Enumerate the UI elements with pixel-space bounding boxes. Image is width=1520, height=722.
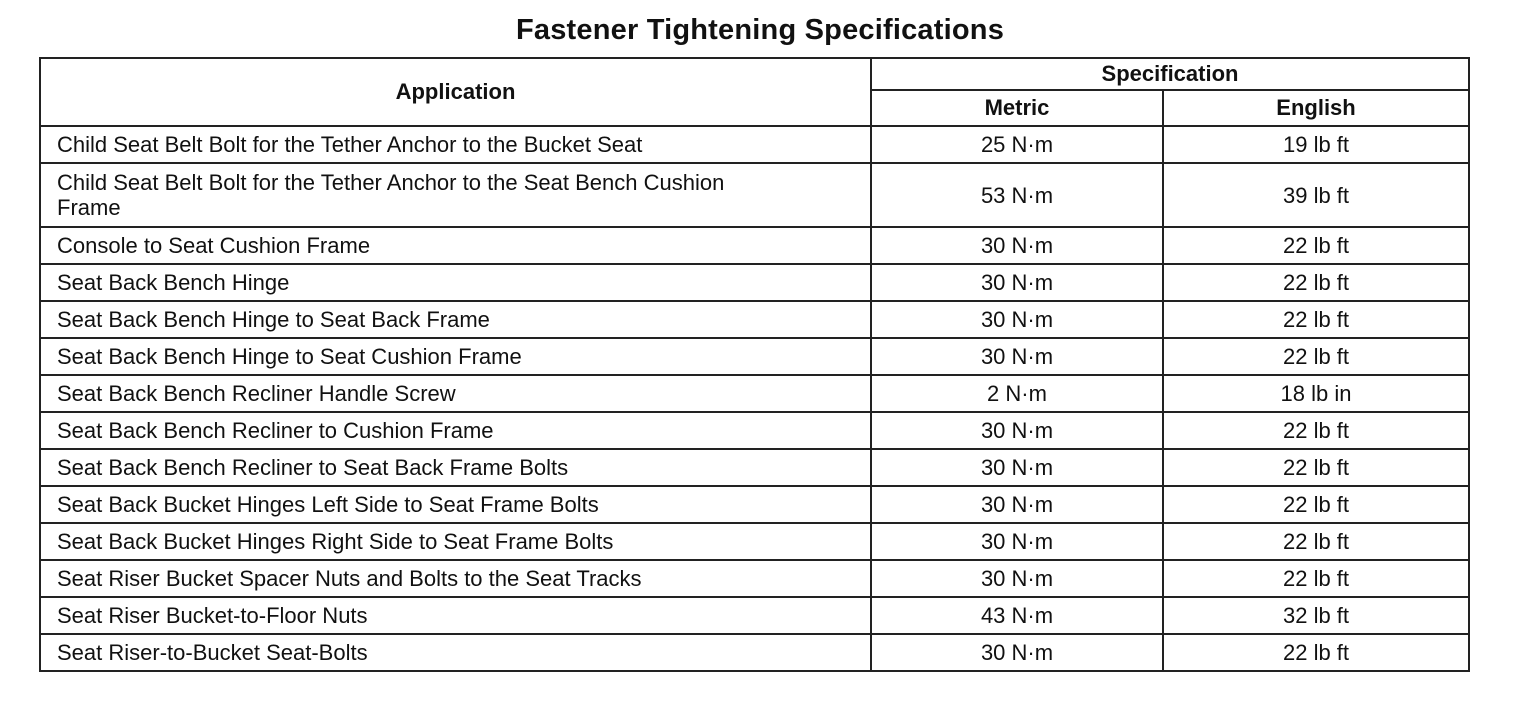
english-cell: 22 lb ft [1163,264,1469,301]
metric-cell: 30 N·m [871,412,1163,449]
english-cell: 39 lb ft [1163,163,1469,227]
english-cell: 19 lb ft [1163,126,1469,163]
application-cell: Seat Back Bench Hinge [40,264,871,301]
table-row [40,126,1469,163]
table-row [40,301,1469,338]
metric-cell: 30 N·m [871,523,1163,560]
english-cell: 22 lb ft [1163,560,1469,597]
application-cell: Seat Back Bench Recliner to Cushion Frame [40,412,871,449]
application-cell: Seat Riser-to-Bucket Seat-Bolts [40,634,871,671]
english-cell: 22 lb ft [1163,412,1469,449]
application-cell: Seat Back Bucket Hinges Right Side to Seat Frame Bolts [40,523,871,560]
metric-cell: 30 N·m [871,227,1163,264]
document-title: Fastener Tightening Specifications [515,14,1005,46]
metric-cell: 30 N·m [871,264,1163,301]
application-cell: Seat Riser Bucket-to-Floor Nuts [40,597,871,634]
metric-cell: 30 N·m [871,560,1163,597]
metric-cell: 30 N·m [871,301,1163,338]
table-row [40,412,1469,449]
table-header [40,58,1469,126]
english-cell: 22 lb ft [1163,301,1469,338]
application-cell: Seat Back Bench Hinge to Seat Back Frame [40,301,871,338]
english-cell: 22 lb ft [1163,227,1469,264]
application-cell: Seat Back Bucket Hinges Left Side to Seat Frame Bolts [40,486,871,523]
application-cell: Seat Back Bench Recliner to Seat Back Frame Bolts [40,449,871,486]
table-body [40,126,1469,671]
english-cell: 32 lb ft [1163,597,1469,634]
table-row [40,227,1469,264]
metric-cell: 30 N·m [871,338,1163,375]
header-english: English [1163,90,1469,126]
table-row [40,486,1469,523]
application-cell: Seat Back Bench Hinge to Seat Cushion Frame [40,338,871,375]
table-row [40,163,1469,227]
english-cell: 22 lb ft [1163,449,1469,486]
english-cell: 22 lb ft [1163,338,1469,375]
header-application: Application [40,58,871,126]
table-row [40,523,1469,560]
english-cell: 22 lb ft [1163,634,1469,671]
application-cell: Child Seat Belt Bolt for the Tether Anchor to the Bucket Seat [40,126,871,163]
application-cell: Child Seat Belt Bolt for the Tether Anchor to the Seat Bench Cushion Frame [40,163,871,227]
english-cell: 18 lb in [1163,375,1469,412]
header-specification: Specification [871,58,1469,90]
metric-cell: 25 N·m [871,126,1163,163]
table-row [40,634,1469,671]
metric-cell: 53 N·m [871,163,1163,227]
table-row [40,375,1469,412]
metric-cell: 30 N·m [871,486,1163,523]
metric-cell: 30 N·m [871,449,1163,486]
application-cell: Console to Seat Cushion Frame [40,227,871,264]
table-row [40,597,1469,634]
table-row [40,560,1469,597]
table-row [40,264,1469,301]
header-metric: Metric [871,90,1163,126]
english-cell: 22 lb ft [1163,486,1469,523]
fastener-spec-table [39,57,1470,672]
metric-cell: 30 N·m [871,634,1163,671]
application-cell: Seat Riser Bucket Spacer Nuts and Bolts to the Seat Tracks [40,560,871,597]
metric-cell: 43 N·m [871,597,1163,634]
table-row [40,338,1469,375]
metric-cell: 2 N·m [871,375,1163,412]
english-cell: 22 lb ft [1163,523,1469,560]
application-cell: Seat Back Bench Recliner Handle Screw [40,375,871,412]
table-row [40,449,1469,486]
